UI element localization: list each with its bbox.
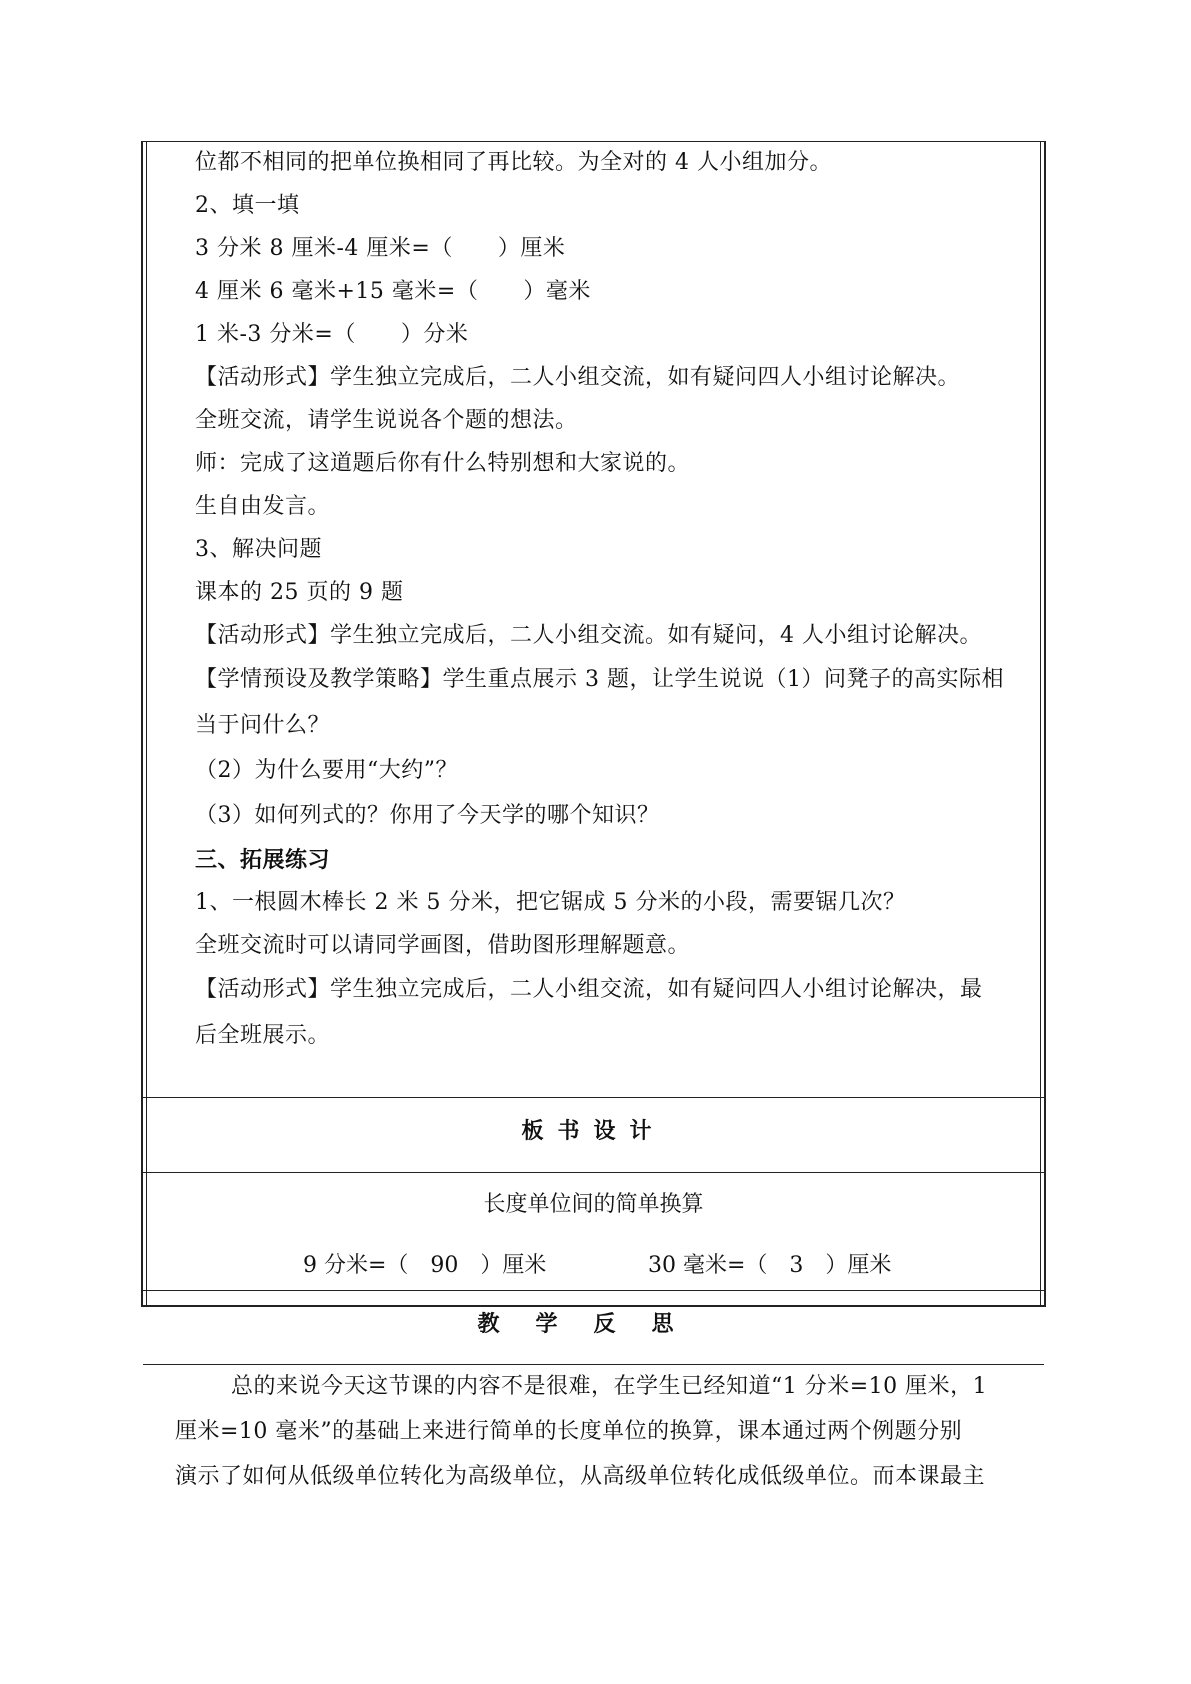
body-line: 1 米-3 分米=（ ）分米 (195, 322, 469, 347)
board-design-title: 长度单位间的简单换算 (483, 1192, 704, 1217)
body-line: 2、填一填 (195, 193, 300, 218)
body-line: 【活动形式】学生独立完成后，二人小组交流。如有疑问，4 人小组讨论解决。 (195, 623, 982, 648)
body-line: 全班交流，请学生说说各个题的想法。 (195, 408, 578, 433)
body-line: 3、解决问题 (195, 537, 322, 562)
lesson-plan-table (141, 141, 1046, 1337)
body-line: 生自由发言。 (195, 494, 331, 519)
reflection-heading: 教学反思 (477, 1311, 710, 1337)
body-line: 1、一根圆木棒长 2 米 5 分米，把它锯成 5 分米的小段，需要锯几次？ (195, 890, 906, 915)
body-line: （3）如何列式的？你用了今天学的哪个知识？ (195, 803, 660, 828)
body-line: 师：完成了这道题后你有什么特别想和大家说的。 (195, 451, 691, 476)
body-line: 位都不相同的把单位换相同了再比较。为全对的 4 人小组加分。 (195, 150, 832, 175)
teaching-process-section (143, 142, 1044, 1097)
body-line: （2）为什么要用“大约”？ (195, 758, 458, 783)
reflection-line: 演示了如何从低级单位转化为高级单位，从高级单位转化成低级单位。而本课最主 (175, 1464, 986, 1489)
body-line: 后全班展示。 (195, 1023, 331, 1048)
reflection-line: 总的来说今天这节课的内容不是很难，在学生已经知道“1 分米=10 厘米，1 (231, 1374, 988, 1399)
body-line: 当于问什么？ (195, 713, 331, 738)
row-divider (143, 1172, 1044, 1173)
row-divider (143, 1290, 1044, 1291)
section-heading: 三、拓展练习 (195, 847, 331, 873)
body-line: 课本的 25 页的 9 题 (195, 580, 404, 605)
board-formula-left: 9 分米=（ 90 ）厘米 (303, 1253, 547, 1278)
body-line: 全班交流时可以请同学画图，借助图形理解题意。 (195, 933, 691, 958)
body-line: 4 厘米 6 毫米+15 毫米=（ ）毫米 (195, 279, 591, 304)
row-divider (143, 1097, 1044, 1098)
board-formula-right: 30 毫米=（ 3 ）厘米 (648, 1253, 892, 1278)
board-design-heading: 板书设计 (521, 1118, 666, 1144)
body-line: 【学情预设及教学策略】学生重点展示 3 题，让学生说说（1）问凳子的高实际相 (195, 667, 1004, 692)
reflection-paragraph (175, 1364, 1040, 1499)
body-line: 【活动形式】学生独立完成后，二人小组交流，如有疑问四人小组讨论解决，最 (195, 977, 983, 1002)
reflection-line: 厘米=10 毫米”的基础上来进行简单的长度单位的换算，课本通过两个例题分别 (175, 1419, 963, 1444)
body-line: 3 分米 8 厘米-4 厘米=（ ）厘米 (195, 236, 566, 261)
body-line: 【活动形式】学生独立完成后，二人小组交流，如有疑问四人小组讨论解决。 (195, 365, 961, 390)
